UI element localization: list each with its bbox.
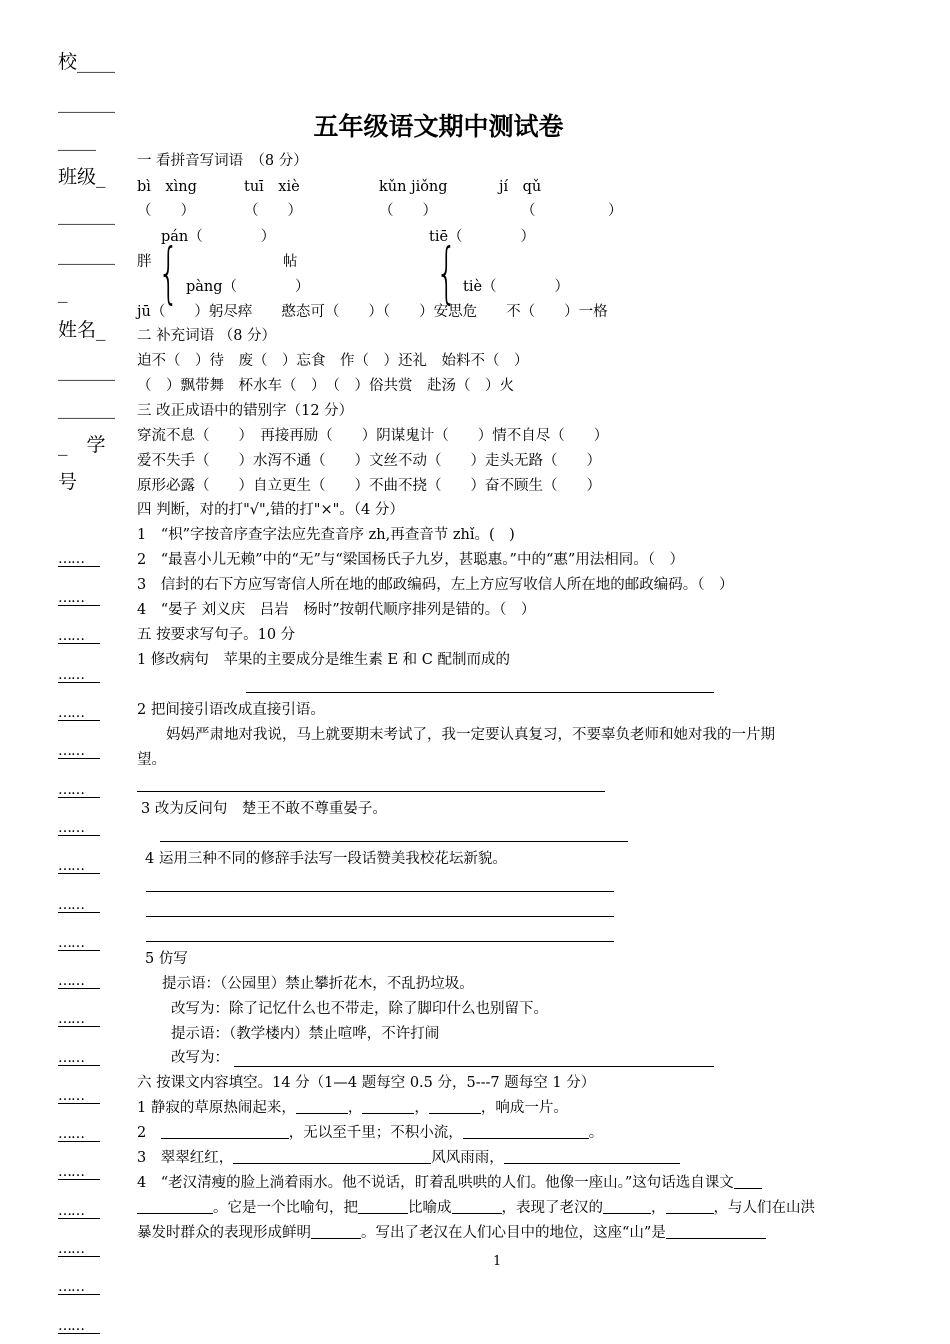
pinyin-prompt: tiē（ ） bbox=[429, 229, 536, 245]
polyphonic-char: 胖 bbox=[137, 254, 152, 270]
fill-words-line: （ ）飘带舞 杯水车（ ） （ ）俗共赏 赴汤（ ）火 bbox=[137, 378, 514, 394]
typo-fix-line: 原形必露（ ）自立更生（ ）不曲不挠（ ）奋不顾生（ ） bbox=[137, 478, 601, 494]
task-passage: 望。 bbox=[137, 752, 166, 768]
fill-blank[interactable] bbox=[296, 1099, 348, 1114]
recall-text: ，表现了老汉的 bbox=[501, 1200, 603, 1216]
recall-question bbox=[137, 1149, 680, 1167]
recall-question bbox=[137, 1099, 568, 1117]
binding-dots: …… bbox=[58, 630, 100, 644]
class-field-line: ______ bbox=[58, 203, 115, 225]
binding-dots: …… bbox=[58, 592, 100, 606]
recall-text: ， bbox=[414, 1100, 429, 1116]
imitation-hint: 提示语：（教学楼内）禁止喧哗，不许打闹 bbox=[171, 1026, 440, 1042]
section-3-heading: 三 改正成语中的错别字（12 分） bbox=[137, 403, 354, 419]
answer-paren: （ ） bbox=[379, 203, 437, 219]
binding-dots: …… bbox=[58, 1052, 100, 1066]
answer-paren: （ ） bbox=[137, 203, 195, 219]
recall-text: ，与人们在山洪 bbox=[713, 1200, 815, 1216]
recall-text: ，响成一片。 bbox=[480, 1100, 568, 1116]
binding-dots: …… bbox=[58, 937, 100, 951]
recall-question bbox=[137, 1124, 603, 1142]
answer-line bbox=[160, 841, 628, 842]
typo-fix-line: 穿流不息（ ） 再接再励（ ）阴谋鬼计（ ）情不自尽（ ） bbox=[137, 428, 609, 444]
fill-blank[interactable] bbox=[504, 1149, 680, 1164]
section-4-heading: 四 判断，对的打"√",错的打"×"。（4 分） bbox=[137, 502, 404, 518]
answer-line bbox=[246, 692, 714, 693]
imitation-hint: 提示语：（公园里）禁止攀折花木，不乱扔垃圾。 bbox=[162, 976, 474, 992]
binding-dots: …… bbox=[58, 1281, 100, 1295]
answer-paren: （ ） bbox=[521, 203, 623, 219]
recall-text: 暴发时群众的表现形成鲜明 bbox=[137, 1225, 311, 1241]
school-field-line: ______ bbox=[58, 91, 115, 113]
judge-question: 1 “枳”字按音序查字法应先查音序 zh,再查音节 zhǐ。( ) bbox=[137, 527, 515, 543]
judge-question: 2 “最喜小儿无赖”中的“无”与“梁国杨氏子九岁，甚聪惠。”中的“惠”用法相同。（ ） bbox=[137, 552, 685, 568]
class-field-line: ______ bbox=[58, 243, 115, 265]
fill-blank[interactable] bbox=[358, 1199, 408, 1214]
fill-blank[interactable] bbox=[734, 1174, 762, 1189]
polyphonic-char: 帖 bbox=[283, 254, 298, 270]
recall-question bbox=[137, 1199, 815, 1217]
binding-dots: …… bbox=[58, 1205, 100, 1219]
binding-dots: …… bbox=[58, 707, 100, 721]
binding-dots: …… bbox=[58, 745, 100, 759]
idiom-fill-line: jū（ ）躬尽瘁 憨态可（ ）（ ）安思危 不（ ）一格 bbox=[137, 304, 608, 320]
pinyin-prompt: kǔn jiǒng bbox=[379, 179, 448, 195]
imitation-example: 改写为：除了记忆什么也不带走，除了脚印什么也别留下。 bbox=[171, 1001, 548, 1017]
school-field-line: ____ bbox=[58, 129, 96, 151]
recall-text: 4 “老汉清瘦的脸上淌着雨水。他不说话，盯着乱哄哄的人们。他像一座山。”这句话选自课文 bbox=[137, 1175, 734, 1191]
sentence-task: 1 修改病句 苹果的主要成分是维生素 E 和 C 配制而成的 bbox=[137, 652, 510, 668]
recall-question bbox=[137, 1174, 762, 1192]
judge-question: 3 信封的右下方应写寄信人所在地的邮政编码，左上方应写收信人所在地的邮政编码。（ ） bbox=[137, 577, 734, 593]
binding-dots: …… bbox=[58, 553, 100, 567]
sentence-task: 5 仿写 bbox=[145, 951, 188, 967]
recall-text: 1 静寂的草原热闹起来， bbox=[137, 1100, 296, 1116]
class-field: 班级_ bbox=[58, 166, 106, 188]
fill-blank[interactable] bbox=[137, 1199, 213, 1214]
recall-text: 风风雨雨， bbox=[431, 1150, 504, 1166]
recall-text: 。 bbox=[588, 1125, 604, 1141]
answer-line bbox=[137, 791, 605, 792]
name-field: 姓名_ bbox=[58, 319, 106, 341]
answer-line bbox=[146, 916, 614, 917]
fill-words-line: 迫不（ ）待 废（ ）忘食 作（ ）还礼 始料不（ ） bbox=[137, 353, 529, 369]
pinyin-prompt: pàng（ ） bbox=[186, 279, 310, 295]
recall-text: 。写出了老汉在人们心目中的地位，这座“山”是 bbox=[361, 1225, 666, 1241]
school-field: 校____ bbox=[58, 51, 116, 73]
section-2-heading: 二 补充词语 （8 分） bbox=[137, 328, 277, 344]
fill-blank[interactable] bbox=[452, 1199, 502, 1214]
answer-paren: （ ） bbox=[244, 203, 302, 219]
pinyin-prompt: tiè（ ） bbox=[463, 279, 570, 295]
pinyin-prompt: tuī xiè bbox=[244, 179, 300, 195]
name-field-line: ______ bbox=[58, 397, 115, 419]
page-number: 1 bbox=[493, 1254, 502, 1269]
fill-blank[interactable] bbox=[666, 1224, 766, 1239]
brace-icon: { bbox=[436, 234, 457, 311]
fill-blank[interactable] bbox=[429, 1099, 481, 1114]
binding-dots: …… bbox=[58, 1090, 100, 1104]
imitation-answer: 改写为： bbox=[171, 1050, 229, 1066]
binding-dots: …… bbox=[58, 1128, 100, 1142]
fill-blank[interactable] bbox=[362, 1099, 414, 1114]
pinyin-prompt: pán（ ） bbox=[161, 229, 276, 245]
binding-dots: …… bbox=[58, 899, 100, 913]
fill-blank[interactable] bbox=[603, 1199, 651, 1214]
recall-question bbox=[137, 1224, 766, 1242]
binding-dots: …… bbox=[58, 784, 100, 798]
fill-blank[interactable] bbox=[311, 1224, 361, 1239]
fill-blank[interactable] bbox=[233, 1149, 431, 1164]
answer-line bbox=[146, 891, 614, 892]
answer-line bbox=[146, 941, 614, 942]
binding-dots: …… bbox=[58, 1243, 100, 1257]
recall-text: 2 bbox=[137, 1125, 161, 1141]
pinyin-prompt: bì xìng bbox=[137, 179, 197, 195]
binding-dots: …… bbox=[58, 975, 100, 989]
binding-dots: …… bbox=[58, 860, 100, 874]
section-5-heading: 五 按要求写句子。10 分 bbox=[137, 627, 296, 643]
binding-dots: …… bbox=[58, 1013, 100, 1027]
binding-dots: …… bbox=[58, 1320, 100, 1334]
binding-dots: …… bbox=[58, 669, 100, 683]
task-passage: 妈妈严肃地对我说，马上就要期末考试了，我一定要认真复习，不要辜负老师和她对我的一片期 bbox=[137, 727, 775, 743]
page-title: 五年级语文期中测试卷 bbox=[313, 112, 564, 141]
recall-text: 。它是一个比喻句，把 bbox=[213, 1200, 358, 1216]
sentence-task: 4 运用三种不同的修辞手法写一段话赞美我校花坛新貌。 bbox=[145, 851, 507, 867]
sentence-task: 2 把间接引语改成直接引语。 bbox=[137, 702, 325, 718]
name-field-line: ______ bbox=[58, 359, 115, 381]
sentence-task: 3 改为反问句 楚王不敢不尊重晏子。 bbox=[141, 801, 387, 817]
section-6-heading: 六 按课文内容填空。14 分（1—4 题每空 0.5 分，5---7 题每空 1 分） bbox=[137, 1075, 596, 1091]
pinyin-prompt: jí qǔ bbox=[499, 179, 542, 195]
section-1-heading: 一 看拼音写词语 （8 分） bbox=[137, 153, 308, 169]
recall-text: ， bbox=[651, 1200, 666, 1216]
recall-text: 比喻成 bbox=[408, 1200, 452, 1216]
recall-text: 3 翠翠红红， bbox=[137, 1150, 234, 1166]
binding-dots: …… bbox=[58, 1166, 100, 1180]
class-field-line: _ bbox=[58, 281, 68, 303]
judge-question: 4 “晏子 刘义庆 吕岩 杨时”按朝代顺序排列是错的。（ ） bbox=[137, 602, 536, 618]
answer-line bbox=[234, 1066, 714, 1067]
fill-blank[interactable] bbox=[463, 1124, 589, 1139]
fill-blank[interactable] bbox=[666, 1199, 714, 1214]
binding-dots: …… bbox=[58, 822, 100, 836]
brace-icon: { bbox=[158, 234, 179, 311]
typo-fix-line: 爱不失手（ ）水泻不通（ ）文丝不动（ ）走头无路（ ） bbox=[137, 453, 601, 469]
recall-text: ，无以至千里；不积小流， bbox=[288, 1125, 463, 1141]
student-id-field: _ 学 bbox=[58, 434, 106, 456]
student-id-field-label: 号 bbox=[58, 471, 78, 493]
fill-blank[interactable] bbox=[161, 1124, 289, 1139]
recall-text: ， bbox=[347, 1100, 363, 1116]
